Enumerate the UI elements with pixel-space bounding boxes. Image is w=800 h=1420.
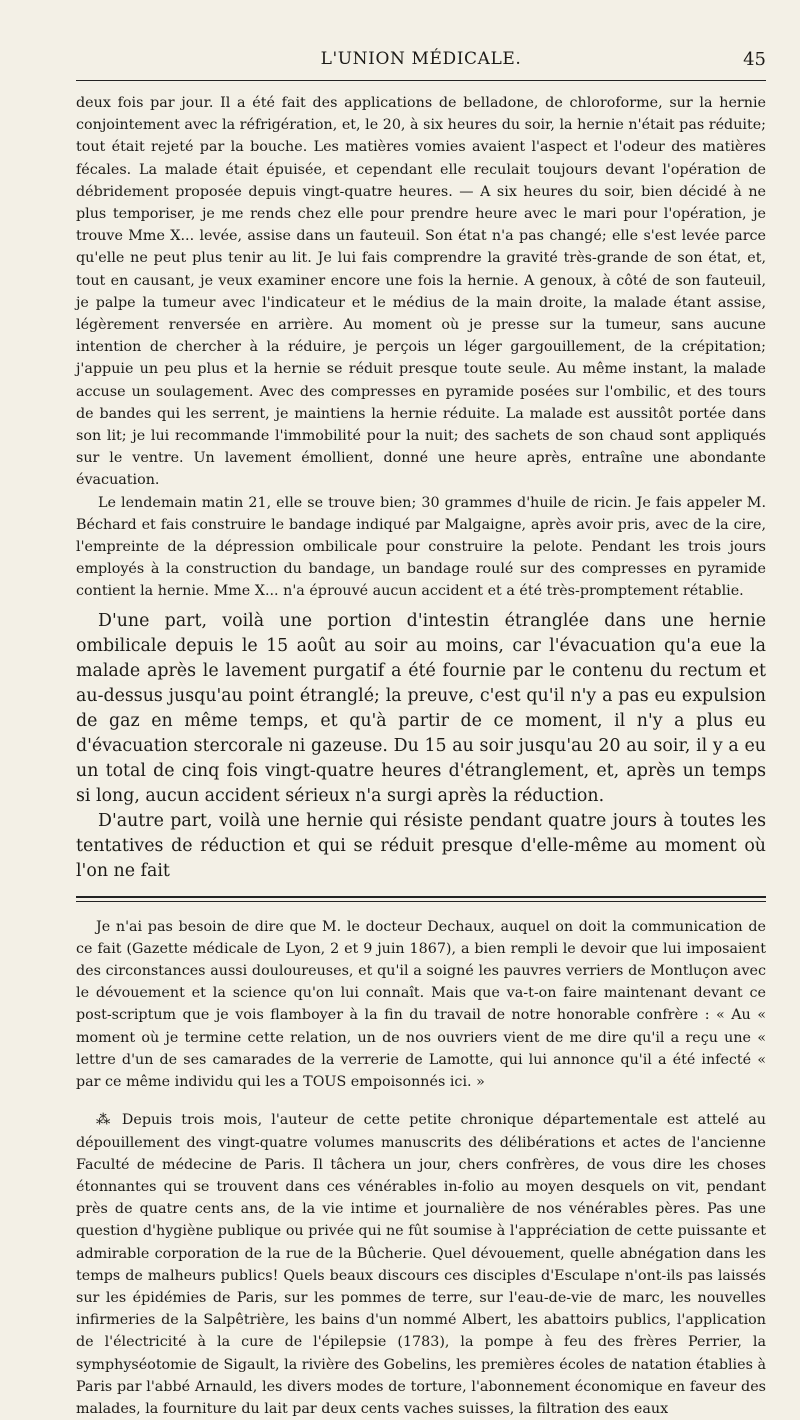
- chronicle-paragraph: [76, 1109, 766, 1420]
- chronicle-text: Depuis trois mois, l'auteur de cette petite chronique départementale est attelé au dépouillement des vingt-quatre volumes manuscrits des délibérations et actes de l'ancienne Faculté de médecine de Paris. Il tâchera un jour, chers confrères, de vous dire les choses étonnantes qui se trouvent dans ces vénérables in-folio au moyen desquels on vit, pendant près de quatre cents ans, de la vie intime et journalière de nos vénérables pères. Pas une question d'hygiène publique ou privée qui ne fût soumise à l'appréciation de cette puissante et admirable corporation de la rue de la Bûcherie. Quel dévouement, quelle abnégation dans les temps de malheurs publics! Quels beaux discours ces disciples d'Esculape n'ont-ils pas laissés sur les épidémies de Paris, sur les pommes de terre, sur l'eau-de-vie de marc, les nouvelles infirmeries de la Salpêtrière, les bains d'un nommé Albert, les abattoirs publics, l'application de l'électricité à la cure de l'épilepsie (1783), la pompe à feu des frères Perrier, la symphyséotomie de Sigault, la rivière des Gobelins, les premières écoles de natation établies à Paris par l'abbé Arnauld, les divers modes de torture, l'abonnement économique en faveur des malades, la fourniture du lait par deux cents vaches suisses, la filtration des eaux: [76, 1112, 766, 1417]
- page-number: 45: [743, 49, 766, 70]
- asterism-icon: ⁂: [96, 1112, 116, 1129]
- commentary-text: [76, 609, 766, 884]
- footnote-rule: [76, 896, 766, 902]
- running-title: L'UNION MÉDICALE.: [320, 49, 522, 69]
- case-report-text: [76, 92, 766, 603]
- body-paragraph: D'autre part, voilà une hernie qui résiste pendant quatre jours à toutes les tentatives de réduction et qui se réduit presque d'elle-même au moment où l'on ne fait: [76, 810, 766, 881]
- footnote-paragraph: Je n'ai pas besoin de dire que M. le docteur Dechaux, auquel on doit la communication de ce fait (Gazette médicale de Lyon, 2 et 9 juin 1867), a bien rempli le devoir que lui imposaient des circonstances aussi douloureuses, et qu'il a soigné les pauvres verriers de Montluçon avec le dévouement et la science qu'on lui connaît. Mais que va-t-on faire maintenant devant ce post-scriptum que je vois flamboyer à la fin du travail de notre honorable confrère : « Au « moment où je termine cette relation, un de nos ouvriers vient de me dire qu'il a reçu une « lettre d'un de ses camarades de la verrerie de Lamotte, qui lui annonce qu'il a été infecté « par ce même individu qui les a TOUS empoisonnés ici. »: [76, 918, 766, 1091]
- body-paragraph: D'une part, voilà une portion d'intestin étranglée dans une hernie ombilicale depuis le 15 août au soir au moins, car l'évacuation qu'a eue la malade après le lavement purgatif a été fournie par le contenu du rectum et au-dessus jusqu'au point étranglé; la preuve, c'est qu'il n'y a pas eu expulsion de gaz en même temps, et qu'à partir de ce moment, il n'y a plus eu d'évacuation stercorale ni gazeuse. Du 15 au soir jusqu'au 20 au soir, il y a eu un total de cinq fois vingt-quatre heures d'étranglement, et, après un temps si long, aucun accident sérieux n'a surgi après la réduction.: [76, 610, 766, 806]
- article-body: [76, 92, 766, 1420]
- footnote-section: [76, 916, 766, 1420]
- header-rule: [76, 80, 766, 81]
- page-header: [76, 45, 766, 77]
- body-paragraph: Le lendemain matin 21, elle se trouve bien; 30 grammes d'huile de ricin. Je fais appeler M. Béchard et fais construire le bandage indiqué par Malgaigne, après avoir pris, avec de la cire, l'empreinte de la dépression ombilicale pour construire la pelote. Pendant les trois jours employés à la construction du bandage, un bandage roulé sur des compresses en pyramide contient la hernie. Mme X... n'a éprouvé aucun accident et a été très-promptement rétablie.: [76, 494, 766, 600]
- body-paragraph: deux fois par jour. Il a été fait des applications de belladone, de chloroforme, sur la hernie conjointement avec la réfrigération, et, le 20, à six heures du soir, la hernie n'était pas réduite; tout était rejeté par la bouche. Les matières vomies avaient l'aspect et l'odeur des matières fécales. La malade était épuisée, et cependant elle reculait toujours devant l'opération de débridement proposée depuis vingt-quatre heures. — A six heures du soir, bien décidé à ne plus temporiser, je me rends chez elle pour prendre heure avec le mari pour l'opération, je trouve Mme X... levée, assise dans un fauteuil. Son état n'a pas changé; elle s'est levée parce qu'elle ne peut plus tenir au lit. Je lui fais comprendre la gravité très-grande de son état, et, tout en causant, je veux examiner encore une fois la hernie. A genoux, à côté de son fauteuil, je palpe la tumeur avec l'indicateur et le médius de la main droite, la malade étant assise, légèrement renversée en arrière. Au moment où je presse sur la tumeur, sans aucune intention de chercher à la réduire, je perçois un léger gargouillement, de la crépitation; j'appuie un peu plus et la hernie se réduit presque toute seule. Au même instant, la malade accuse un soulagement. Avec des compresses en pyramide posées sur l'ombilic, et des tours de bandes qui les serrent, je maintiens la hernie réduite. La malade est aussitôt portée dans son lit; je lui recommande l'immobilité pour la nuit; des sachets de son chaud sont appliqués sur le ventre. Un lavement émollient, donné une heure après, entraîne une abondante évacuation.: [76, 95, 766, 489]
